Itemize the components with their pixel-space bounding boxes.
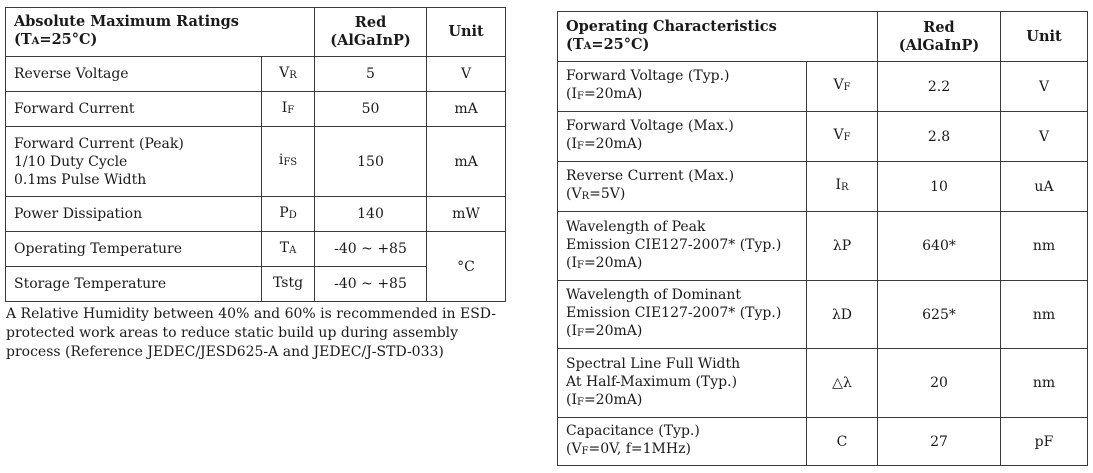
unit-cell: mW xyxy=(427,197,506,232)
operating-characteristics-table xyxy=(557,11,1088,466)
unit-cell: pF xyxy=(1001,418,1088,466)
table-row xyxy=(558,112,1088,162)
unit-cell: V xyxy=(1001,112,1088,162)
symbol-cell: PD xyxy=(262,197,315,232)
table-title: Operating Characteristics (TA=25°C) xyxy=(558,12,878,62)
param-cell: Wavelength of Peak Emission CIE127-2007* (Typ.) (IF=20mA) xyxy=(558,212,807,281)
title-text: Absolute Maximum Ratings xyxy=(14,13,239,30)
unit-cell: nm xyxy=(1001,212,1088,281)
unit-cell: uA xyxy=(1001,162,1088,212)
unit-cell: mA xyxy=(427,92,506,127)
symbol-cell: VR xyxy=(262,57,315,92)
symbol-cell: C xyxy=(807,418,878,466)
column-header-unit: Unit xyxy=(1001,12,1088,62)
esd-note: A Relative Humidity between 40% and 60% is recommended in ESD-protected work areas to reduce static build up during assembly process (Reference JEDEC/JESD625-A and JEDEC/J-STD-033) xyxy=(6,306,497,360)
table-row xyxy=(6,232,506,267)
symbol-cell: λD xyxy=(807,281,878,349)
param-cell: Operating Temperature xyxy=(6,232,262,267)
table-row xyxy=(558,212,1088,281)
value-cell: 27 xyxy=(878,418,1001,466)
param-cell: Forward Current xyxy=(6,92,262,127)
column-header-red: Red (AlGaInP) xyxy=(315,8,427,57)
title-text: Operating Characteristics xyxy=(566,17,777,35)
unit-cell: V xyxy=(1001,62,1088,112)
value-cell: -40 ~ +85 xyxy=(315,232,427,267)
value-cell: 10 xyxy=(878,162,1001,212)
unit-cell-temperature: °C xyxy=(427,232,506,302)
table-row xyxy=(6,197,506,232)
symbol-cell: △λ xyxy=(807,349,878,418)
unit-cell: nm xyxy=(1001,349,1088,418)
table-row xyxy=(558,418,1088,466)
param-cell: Forward Voltage (Typ.) (IF=20mA) xyxy=(558,62,807,112)
param-cell: Spectral Line Full Width At Half-Maximum (Typ.) (IF=20mA) xyxy=(558,349,807,418)
table-row xyxy=(558,281,1088,349)
header-row xyxy=(6,8,506,57)
param-cell: Reverse Voltage xyxy=(6,57,262,92)
symbol-cell: λP xyxy=(807,212,878,281)
param-cell: Forward Current (Peak) 1/10 Duty Cycle 0.1ms Pulse Width xyxy=(6,127,262,197)
value-cell: 150 xyxy=(315,127,427,197)
header-row xyxy=(558,12,1088,62)
value-cell: 50 xyxy=(315,92,427,127)
absolute-maximum-ratings-table xyxy=(5,7,506,302)
value-cell: 625* xyxy=(878,281,1001,349)
symbol-cell: Tstg xyxy=(262,267,315,302)
symbol-cell: TA xyxy=(262,232,315,267)
symbol-cell: VF xyxy=(807,112,878,162)
value-cell: -40 ~ +85 xyxy=(315,267,427,302)
param-cell: Power Dissipation xyxy=(6,197,262,232)
table-title: Absolute Maximum Ratings (TA=25°C) xyxy=(6,8,315,57)
value-cell: 20 xyxy=(878,349,1001,418)
value-cell: 5 xyxy=(315,57,427,92)
unit-cell: V xyxy=(427,57,506,92)
symbol-cell: IR xyxy=(807,162,878,212)
symbol-cell: iFS xyxy=(262,127,315,197)
unit-cell: mA xyxy=(427,127,506,197)
value-cell: 140 xyxy=(315,197,427,232)
unit-cell: nm xyxy=(1001,281,1088,349)
param-cell: Forward Voltage (Max.) (IF=20mA) xyxy=(558,112,807,162)
table-row xyxy=(558,162,1088,212)
table-row xyxy=(6,57,506,92)
value-cell: 640* xyxy=(878,212,1001,281)
symbol-cell: IF xyxy=(262,92,315,127)
table-row xyxy=(6,127,506,197)
table-row xyxy=(558,349,1088,418)
table-row xyxy=(6,92,506,127)
table-row xyxy=(558,62,1088,112)
param-cell: Wavelength of Dominant Emission CIE127-2007* (Typ.) (IF=20mA) xyxy=(558,281,807,349)
column-header-unit: Unit xyxy=(427,8,506,57)
value-cell: 2.8 xyxy=(878,112,1001,162)
symbol-cell: VF xyxy=(807,62,878,112)
param-cell: Storage Temperature xyxy=(6,267,262,302)
param-cell: Reverse Current (Max.) (VR=5V) xyxy=(558,162,807,212)
column-header-red: Red (AlGaInP) xyxy=(878,12,1001,62)
value-cell: 2.2 xyxy=(878,62,1001,112)
param-cell: Capacitance (Typ.) (VF=0V, f=1MHz) xyxy=(558,418,807,466)
